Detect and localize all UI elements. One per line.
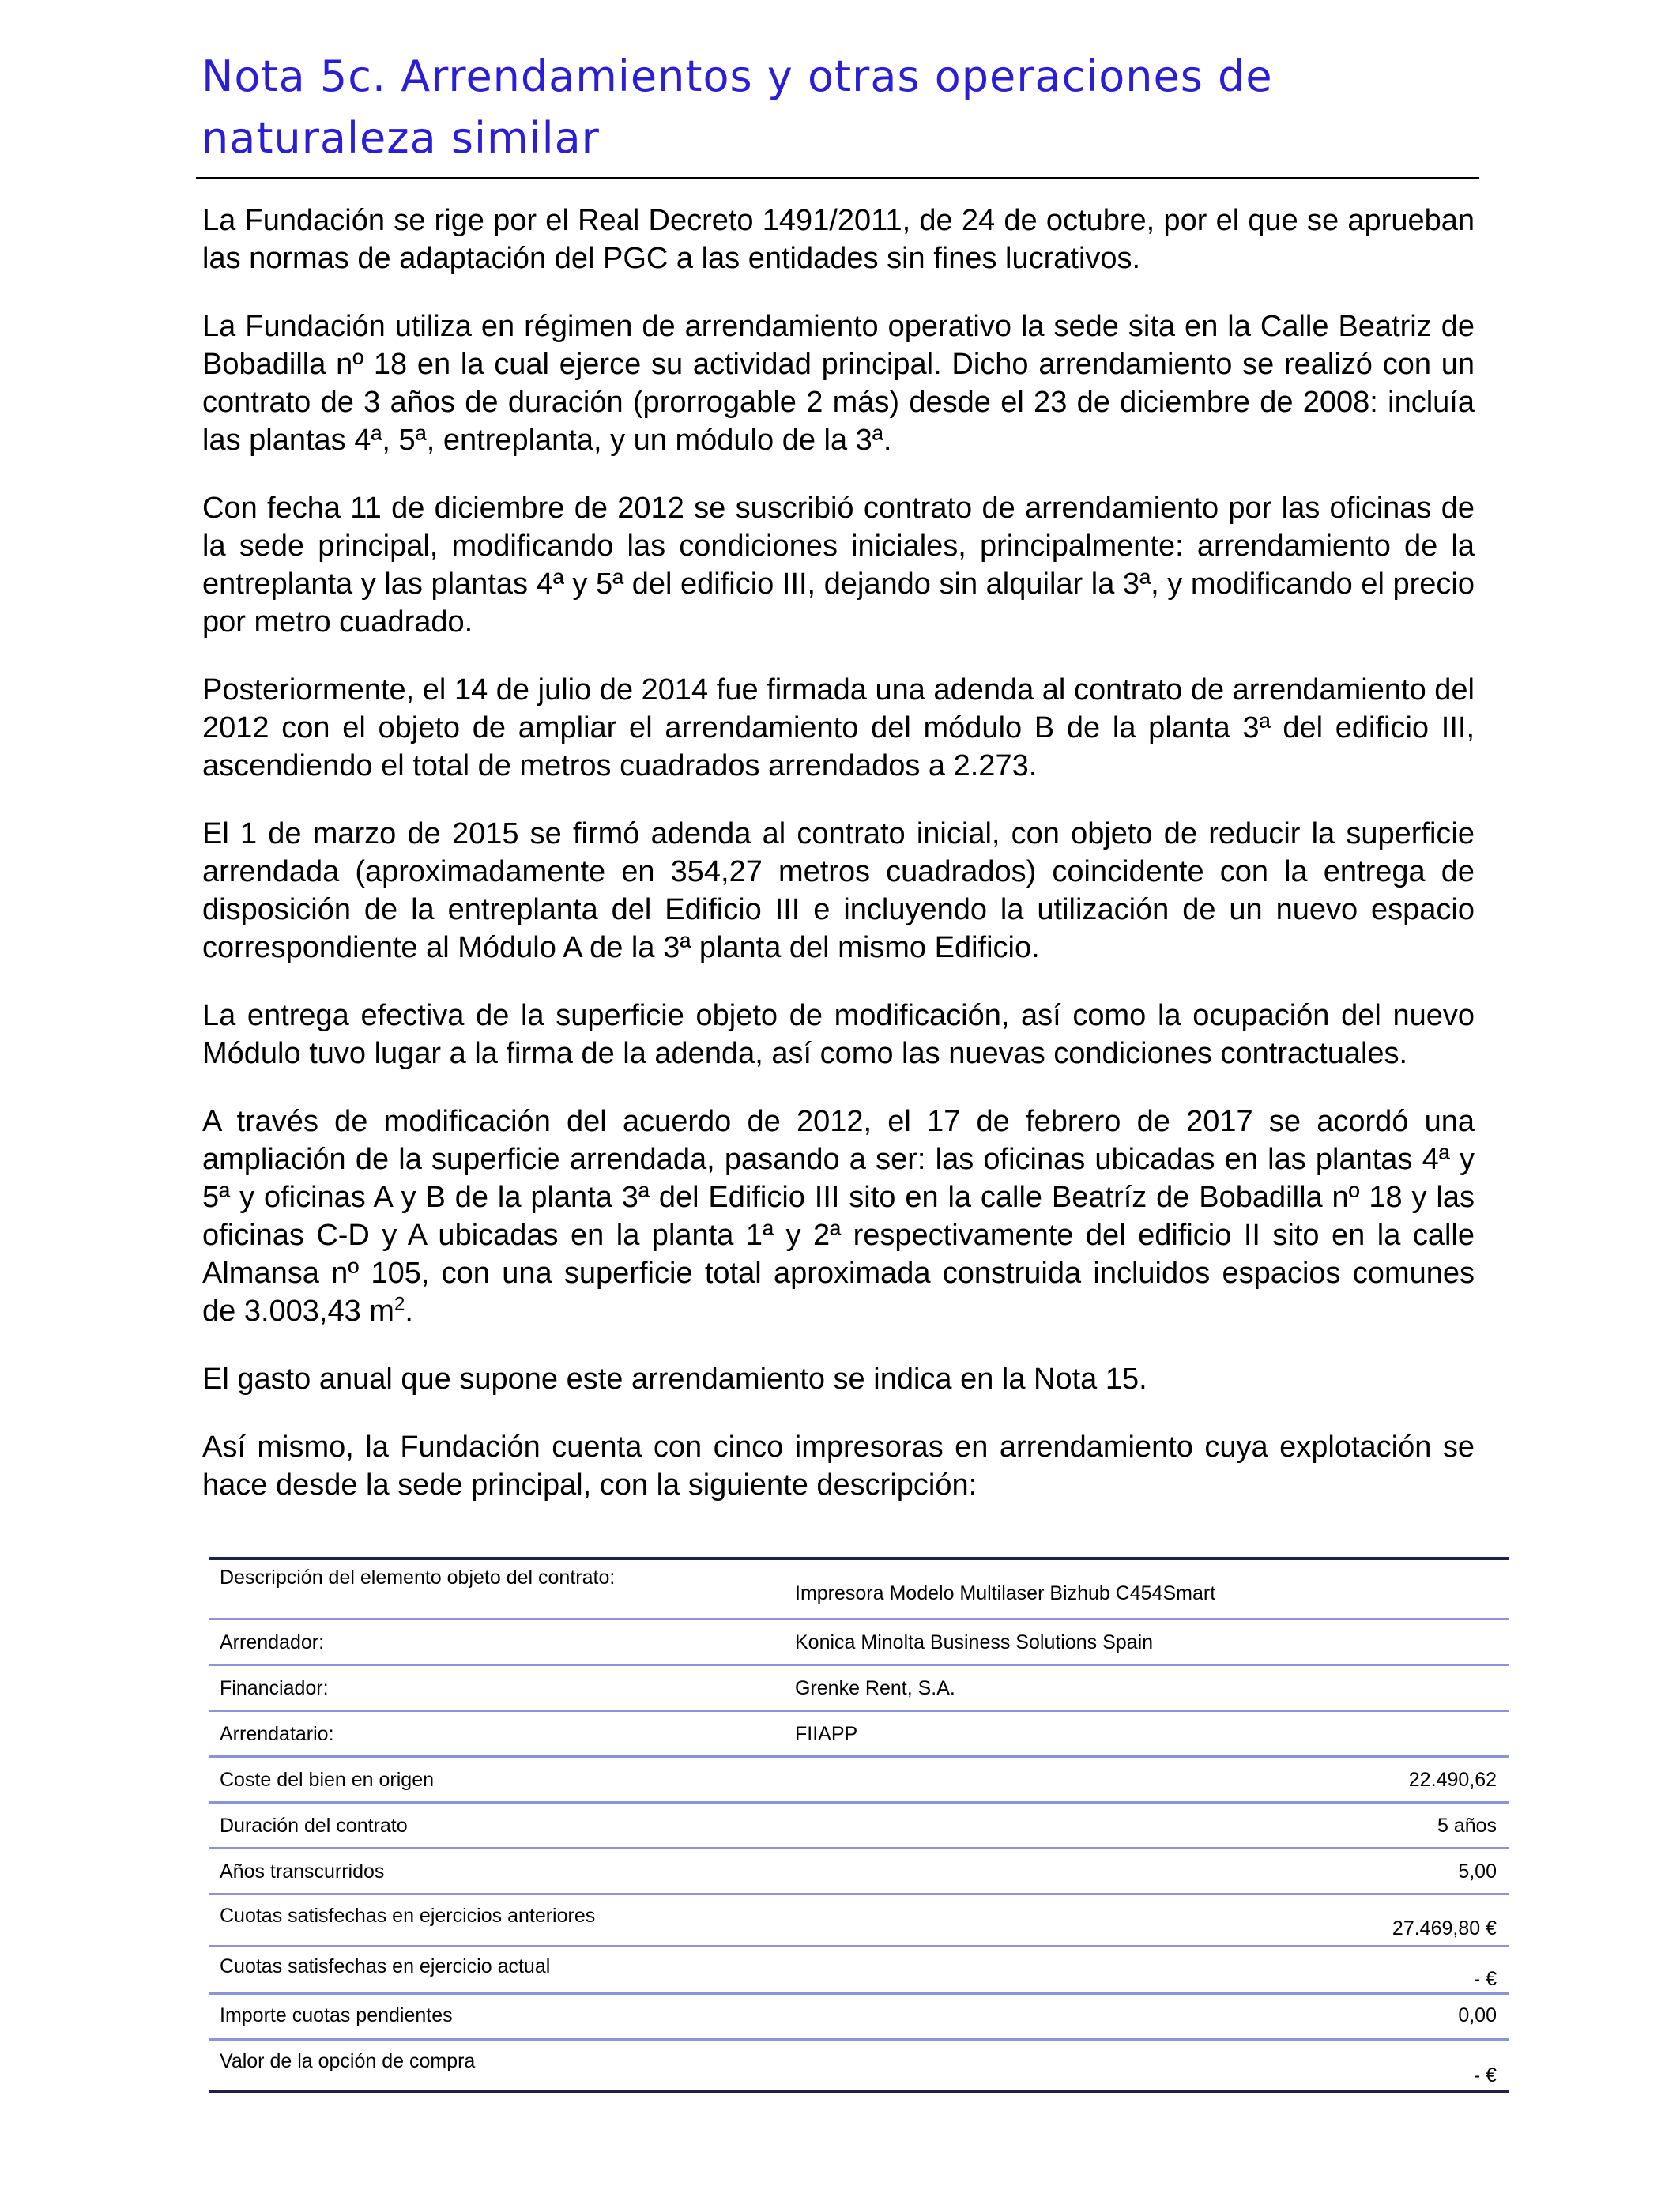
body-text (202, 202, 1475, 1504)
table-row (209, 1848, 1509, 1894)
paragraph-2015-addendum: El 1 de marzo de 2015 se firmó adenda al contrato inicial, con objeto de reducir la superficie arrendada (aproximadamente en 354,27 metros cuadrados) coincidente con la entrega de disposición de la entreplanta del Edificio III e incluyendo la utilización de un nuevo espacio correspondiente al Módulo A de la 3ª planta del mismo Edificio. (202, 817, 1475, 964)
table-row (209, 1802, 1509, 1848)
table-value: Grenke Rent, S.A. (784, 1664, 1509, 1710)
table-label: Cuotas satisfechas en ejercicios anteriores (209, 1894, 784, 1946)
table-row (209, 1894, 1509, 1946)
table-row (209, 1559, 1509, 1619)
title-divider (196, 177, 1479, 179)
table-row (209, 1710, 1509, 1756)
table-row (209, 1946, 1509, 1993)
table-value: 22.490,62 (784, 1756, 1509, 1802)
paragraph-2014-addendum: Posteriormente, el 14 de julio de 2014 fue firmada una adenda al contrato de arrendamiento del 2012 con el objeto de ampliar el arrendamiento del módulo B de la planta 3ª del edificio III, ascendiendo el total de metros cuadrados arrendados a 2.273. (202, 673, 1475, 782)
table-label: Arrendador: (209, 1619, 784, 1664)
title-line-2: naturaleza similar (202, 113, 600, 163)
paragraph-2017-end: . (405, 1295, 413, 1328)
table-value: 5 años (784, 1802, 1509, 1848)
paragraph-2017-text: A través de modificación del acuerdo de 2012, el 17 de febrero de 2017 se acordó una ampliación de la superficie arrendada, pasando a ser: las oficinas ubicadas en las plantas 4ª y 5ª y oficinas A y B de la planta 3ª del Edificio III sito en la calle Beatríz de Bobadilla nº 18 y las oficinas C-D y A ubicadas en la planta 1ª y 2ª respectivamente del edificio II sito en la calle Almansa nº 105, con una superficie total aproximada construida incluidos espacios comunes de 3.003,43 m (202, 1105, 1475, 1328)
table-label: Importe cuotas pendientes (209, 1993, 784, 2039)
table-row (209, 1664, 1509, 1710)
printer-lease-table (209, 1557, 1509, 2093)
table-label: Descripción del elemento objeto del contrato: (209, 1559, 784, 1619)
table-label: Coste del bien en origen (209, 1756, 784, 1802)
table-value: Konica Minolta Business Solutions Spain (784, 1619, 1509, 1664)
table-label: Duración del contrato (209, 1802, 784, 1848)
page-title (202, 46, 1497, 169)
paragraph-headquarters-lease: La Fundación utiliza en régimen de arrendamiento operativo la sede sita en la Calle Beatriz de Bobadilla nº 18 en la cual ejerce su actividad principal. Dicho arrendamiento se realizó con un contrato de 3 años de duración (prorrogable 2 más) desde el 23 de diciembre de 2008: incluía las plantas 4ª, 5ª, entreplanta, y un módulo de la 3ª. (202, 310, 1475, 457)
table-value: 27.469,80 € (784, 1894, 1509, 1946)
paragraph-2017-modification (202, 1103, 1475, 1330)
paragraph-2012-contract: Con fecha 11 de diciembre de 2012 se suscribió contrato de arrendamiento por las oficinas de la sede principal, modificando las condiciones iniciales, principalmente: arrendamiento de la entreplanta y las plantas 4ª y 5ª del edificio III, dejando sin alquilar la 3ª, y modificando el precio por metro cuadrado. (202, 492, 1475, 639)
paragraph-printers: Así mismo, la Fundación cuenta con cinco impresoras en arrendamiento cuya explotación se hace desde la sede principal, con la siguiente descripción: (202, 1431, 1475, 1502)
table-row (209, 1993, 1509, 2039)
table-label: Años transcurridos (209, 1848, 784, 1894)
paragraph-regulation: La Fundación se rige por el Real Decreto 1491/2011, de 24 de octubre, por el que se aprueban las normas de adaptación del PGC a las entidades sin fines lucrativos. (202, 204, 1475, 275)
table-label: Financiador: (209, 1664, 784, 1710)
table-value: - € (784, 2039, 1509, 2091)
table-value: FIIAPP (784, 1710, 1509, 1756)
table-value: 0,00 (784, 1993, 1509, 2039)
table-value: - € (784, 1946, 1509, 1993)
table-value: 5,00 (784, 1848, 1509, 1894)
table-label: Valor de la opción de compra (209, 2039, 784, 2091)
paragraph-annual-expense: El gasto anual que supone este arrendamiento se indica en la Nota 15. (202, 1363, 1147, 1396)
paragraph-delivery: La entrega efectiva de la superficie objeto de modificación, así como la ocupación del nuevo Módulo tuvo lugar a la firma de la adenda, así como las nuevas condiciones contractuales. (202, 999, 1475, 1070)
square-meter-superscript: 2 (394, 1293, 405, 1315)
table-label: Cuotas satisfechas en ejercicio actual (209, 1946, 784, 1993)
table-value: Impresora Modelo Multilaser Bizhub C454Smart (784, 1559, 1509, 1619)
table-row (209, 2039, 1509, 2091)
table-row (209, 1756, 1509, 1802)
table-label: Arrendatario: (209, 1710, 784, 1756)
title-line-1: Nota 5c. Arrendamientos y otras operaciones de (202, 51, 1273, 101)
table-row (209, 1619, 1509, 1664)
